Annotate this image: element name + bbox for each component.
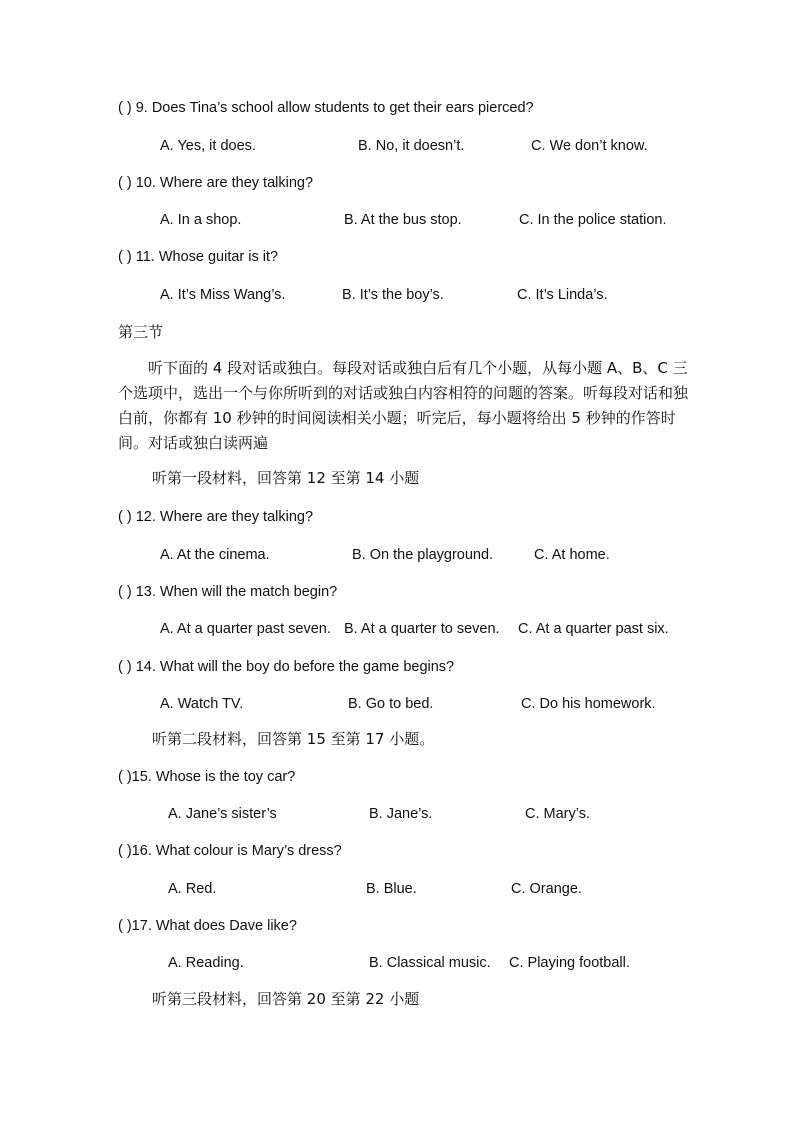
question-11-stem: ( ) 11. Whose guitar is it? [118,249,279,265]
material-3-instruction: 听第三段材料，回答第 20 至第 22 小题 [152,990,420,1008]
section-3-heading: 第三节 [118,323,164,341]
question-12-option-b: B. On the playground. [352,547,494,563]
question-13-option-b: B. At a quarter to seven. [344,621,500,637]
question-14-stem: ( ) 14. What will the boy do before the game begins? [118,659,455,675]
question-17-option-a: A. Reading. [168,955,244,971]
question-16-option-a: A. Red. [168,881,217,897]
question-16-option-c: C. Orange. [511,881,582,897]
section-3-instructions: 听下面的 4 段对话或独白。每段对话或独白后有几个小题，从每小题 A、B、C 三个选项中，选出一个与你所听到的对话或独白内容相符的问题的答案。听每段对话和独白前，你都有 10 秒钟的时间阅读相关小题；听完后，每小题将给出 5 秒钟的作答时间。对话或独白读两遍 [118,359,689,452]
question-13-option-c: C. At a quarter past six. [518,621,669,637]
question-14-option-b: B. Go to bed. [348,696,434,712]
question-15-option-c: C. Mary’s. [525,806,590,822]
question-11-option-a: A. It’s Miss Wang’s. [160,287,286,303]
question-9-option-a: A. Yes, it does. [160,138,256,154]
question-13-option-a: A. At a quarter past seven. [160,621,331,637]
question-9-stem: ( ) 9. Does Tina’s school allow students to get their ears pierced? [118,100,534,116]
question-12-stem: ( ) 12. Where are they talking? [118,509,314,525]
question-10-stem: ( ) 10. Where are they talking? [118,175,314,191]
question-17-stem: ( )17. What does Dave like? [118,918,297,934]
question-16-stem: ( )16. What colour is Mary’s dress? [118,843,342,859]
question-12-option-a: A. At the cinema. [160,547,270,563]
material-1-instruction: 听第一段材料，回答第 12 至第 14 小题 [152,469,420,487]
material-2-instruction: 听第二段材料，回答第 15 至第 17 小题。 [152,730,435,748]
question-14-option-c: C. Do his homework. [521,696,656,712]
question-12-option-c: C. At home. [534,547,610,563]
question-15-stem: ( )15. Whose is the toy car? [118,769,296,785]
question-9-option-c: C. We don’t know. [531,138,648,154]
question-10-option-b: B. At the bus stop. [344,212,462,228]
question-10-option-c: C. In the police station. [519,212,667,228]
question-15-option-b: B. Jane’s. [369,806,433,822]
question-14-option-a: A. Watch TV. [160,696,244,712]
question-16-option-b: B. Blue. [366,881,417,897]
question-17-option-b: B. Classical music. [369,955,491,971]
question-11-option-c: C. It’s Linda’s. [517,287,608,303]
question-13-stem: ( ) 13. When will the match begin? [118,584,338,600]
question-17-option-c: C. Playing football. [509,955,630,971]
question-9-option-b: B. No, it doesn’t. [358,138,465,154]
question-10-option-a: A. In a shop. [160,212,242,228]
question-15-option-a: A. Jane’s sister’s [168,806,277,822]
question-11-option-b: B. It’s the boy’s. [342,287,444,303]
